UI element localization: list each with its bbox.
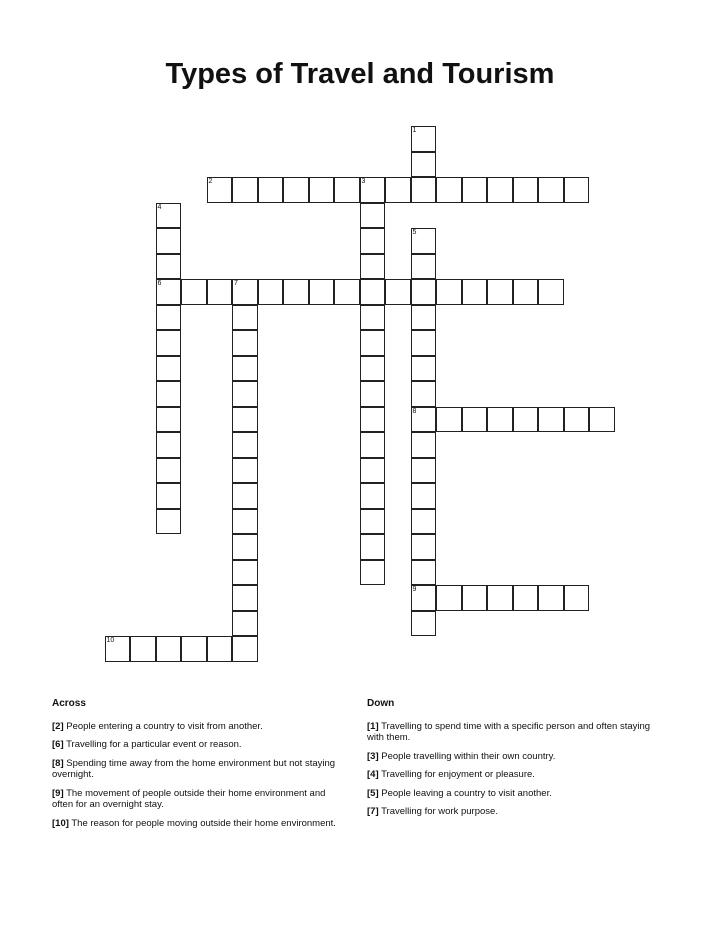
grid-cell[interactable]	[156, 254, 182, 280]
clue-across-2	[52, 721, 347, 733]
grid-cell[interactable]	[411, 356, 437, 382]
grid-cell[interactable]	[283, 177, 309, 203]
grid-cell[interactable]	[538, 279, 564, 305]
grid-cell[interactable]	[360, 483, 386, 509]
clue-down-7	[367, 806, 662, 818]
grid-cell[interactable]	[207, 636, 233, 662]
cell-number: 2	[208, 178, 213, 185]
grid-cell[interactable]	[487, 585, 513, 611]
grid-cell[interactable]	[411, 560, 437, 586]
across-clues	[52, 698, 347, 836]
grid-cell[interactable]	[360, 381, 386, 407]
grid-cell[interactable]	[232, 356, 258, 382]
grid-cell[interactable]	[360, 305, 386, 331]
clue-down-5	[367, 788, 662, 800]
clue-number: [3]	[367, 750, 379, 762]
grid-cell[interactable]	[232, 381, 258, 407]
grid-cell[interactable]	[411, 483, 437, 509]
grid-cell[interactable]	[411, 279, 437, 305]
grid-cell[interactable]	[232, 330, 258, 356]
cell-number: 4	[157, 203, 162, 211]
clue-across-10	[52, 818, 347, 830]
grid-cell[interactable]	[462, 585, 488, 611]
cell-number: 8	[412, 407, 417, 415]
grid-cell[interactable]	[411, 126, 437, 152]
grid-cell[interactable]	[232, 407, 258, 433]
grid-cell[interactable]	[360, 177, 386, 203]
grid-cell[interactable]	[411, 534, 437, 560]
grid-cell[interactable]	[564, 407, 590, 433]
grid-cell[interactable]	[232, 534, 258, 560]
grid-cell[interactable]	[360, 203, 386, 229]
grid-cell[interactable]	[411, 509, 437, 535]
grid-cell[interactable]	[513, 585, 539, 611]
page-title: Types of Travel and Tourism	[165, 58, 555, 90]
grid-cell[interactable]	[156, 356, 182, 382]
grid-cell[interactable]	[411, 177, 437, 203]
grid-cell[interactable]	[360, 509, 386, 535]
clue-number: [5]	[367, 787, 379, 799]
grid-cell[interactable]	[156, 381, 182, 407]
cell-number: 3	[361, 178, 366, 185]
grid-cell[interactable]	[360, 534, 386, 560]
grid-cell[interactable]	[538, 585, 564, 611]
clue-number: [7]	[367, 806, 379, 817]
grid-cell[interactable]	[411, 254, 437, 280]
grid-cell[interactable]	[207, 279, 233, 305]
clue-down-3	[367, 751, 662, 763]
clue-down-1	[367, 721, 662, 744]
clue-text: People entering a country to visit from another.	[66, 720, 263, 732]
cell-number: 5	[412, 229, 417, 236]
clue-across-9	[52, 788, 347, 811]
clue-text: The reason for people moving outside their home environment.	[71, 817, 336, 829]
clue-across-8	[52, 758, 347, 781]
grid-cell[interactable]	[411, 458, 437, 484]
grid-cell[interactable]	[156, 330, 182, 356]
grid-cell[interactable]	[360, 330, 386, 356]
grid-cell[interactable]	[309, 279, 335, 305]
grid-cell[interactable]	[334, 177, 360, 203]
grid-cell[interactable]	[156, 203, 182, 229]
grid-cell[interactable]	[411, 381, 437, 407]
grid-cell[interactable]	[156, 483, 182, 509]
grid-cell[interactable]	[232, 585, 258, 611]
grid-cell[interactable]	[411, 407, 437, 433]
cell-number: 9	[412, 586, 417, 593]
clue-text: The movement of people outside their home environment and often for an overnight stay.	[52, 787, 326, 810]
grid-cell[interactable]	[360, 407, 386, 433]
grid-cell[interactable]	[232, 560, 258, 586]
grid-cell[interactable]	[411, 585, 437, 611]
clue-text: Travelling to spend time with a specific person and often staying with them.	[367, 720, 651, 743]
grid-cell[interactable]	[156, 305, 182, 331]
grid-cell[interactable]	[309, 177, 335, 203]
grid-cell[interactable]	[232, 611, 258, 637]
grid-cell[interactable]	[385, 177, 411, 203]
clue-across-6	[52, 739, 347, 751]
clue-text: People leaving a country to visit another.	[381, 787, 552, 799]
grid-cell[interactable]	[411, 432, 437, 458]
grid-cell[interactable]	[436, 279, 462, 305]
clue-number: [9]	[52, 787, 64, 799]
grid-cell[interactable]	[156, 509, 182, 535]
grid-cell[interactable]	[487, 177, 513, 203]
grid-cell[interactable]	[232, 509, 258, 535]
grid-cell[interactable]	[462, 177, 488, 203]
grid-cell[interactable]	[181, 636, 207, 662]
grid-cell[interactable]	[538, 177, 564, 203]
grid-cell[interactable]	[360, 279, 386, 305]
cell-number: 1	[412, 127, 417, 134]
grid-cell[interactable]	[436, 585, 462, 611]
grid-cell[interactable]	[411, 152, 437, 178]
grid-cell[interactable]	[385, 279, 411, 305]
grid-cell[interactable]	[232, 432, 258, 458]
cell-number: 7	[234, 280, 238, 287]
grid-cell[interactable]	[538, 407, 564, 433]
grid-cell[interactable]	[462, 279, 488, 305]
grid-cell[interactable]	[360, 228, 386, 254]
clue-text: Travelling for work purpose.	[381, 806, 498, 817]
grid-cell[interactable]	[156, 279, 182, 305]
clue-text: People travelling within their own country.	[381, 750, 556, 762]
grid-cell[interactable]	[513, 407, 539, 433]
grid-cell[interactable]	[564, 177, 590, 203]
grid-cell[interactable]	[232, 458, 258, 484]
down-heading: Down	[367, 698, 395, 709]
grid-cell[interactable]	[232, 279, 258, 305]
grid-cell[interactable]	[360, 356, 386, 382]
grid-cell[interactable]	[334, 279, 360, 305]
grid-cell[interactable]	[487, 407, 513, 433]
grid-cell[interactable]	[360, 560, 386, 586]
grid-cell[interactable]	[130, 636, 156, 662]
grid-cell[interactable]	[232, 177, 258, 203]
down-clues	[367, 698, 662, 825]
grid-cell[interactable]	[411, 330, 437, 356]
clue-text: Spending time away from the home environment but not staying overnight.	[52, 757, 336, 780]
grid-cell[interactable]	[156, 432, 182, 458]
grid-cell[interactable]	[105, 636, 131, 662]
clue-text: Travelling for a particular event or reason.	[66, 739, 242, 750]
grid-cell[interactable]	[513, 279, 539, 305]
grid-cell[interactable]	[258, 177, 284, 203]
grid-cell[interactable]	[462, 407, 488, 433]
grid-cell[interactable]	[156, 636, 182, 662]
grid-cell[interactable]	[487, 279, 513, 305]
grid-cell[interactable]	[360, 458, 386, 484]
clue-number: [4]	[367, 769, 379, 780]
grid-cell[interactable]	[360, 254, 386, 280]
grid-cell[interactable]	[411, 305, 437, 331]
clue-number: [6]	[52, 739, 64, 750]
grid-cell[interactable]	[411, 228, 437, 254]
grid-cell[interactable]	[436, 177, 462, 203]
grid-cell[interactable]	[589, 407, 615, 433]
clue-number: [2]	[52, 720, 64, 732]
grid-cell[interactable]	[156, 407, 182, 433]
clue-down-4	[367, 769, 662, 781]
grid-cell[interactable]	[207, 177, 233, 203]
clue-number: [8]	[52, 757, 64, 769]
cell-number: 6	[157, 280, 162, 287]
grid-cell[interactable]	[258, 279, 284, 305]
clue-number: [1]	[367, 720, 379, 732]
grid-cell[interactable]	[156, 228, 182, 254]
grid-cell[interactable]	[411, 611, 437, 637]
across-heading: Across	[52, 698, 86, 709]
grid-cell[interactable]	[283, 279, 309, 305]
grid-cell[interactable]	[513, 177, 539, 203]
grid-cell[interactable]	[232, 483, 258, 509]
cell-number: 10	[106, 637, 115, 644]
grid-cell[interactable]	[156, 458, 182, 484]
grid-cell[interactable]	[360, 432, 386, 458]
grid-cell[interactable]	[181, 279, 207, 305]
grid-cell[interactable]	[232, 305, 258, 331]
grid-cell[interactable]	[436, 407, 462, 433]
clue-text: Travelling for enjoyment or pleasure.	[381, 769, 535, 780]
grid-cell[interactable]	[564, 585, 590, 611]
clue-number: [10]	[52, 817, 69, 829]
grid-cell[interactable]	[232, 636, 258, 662]
